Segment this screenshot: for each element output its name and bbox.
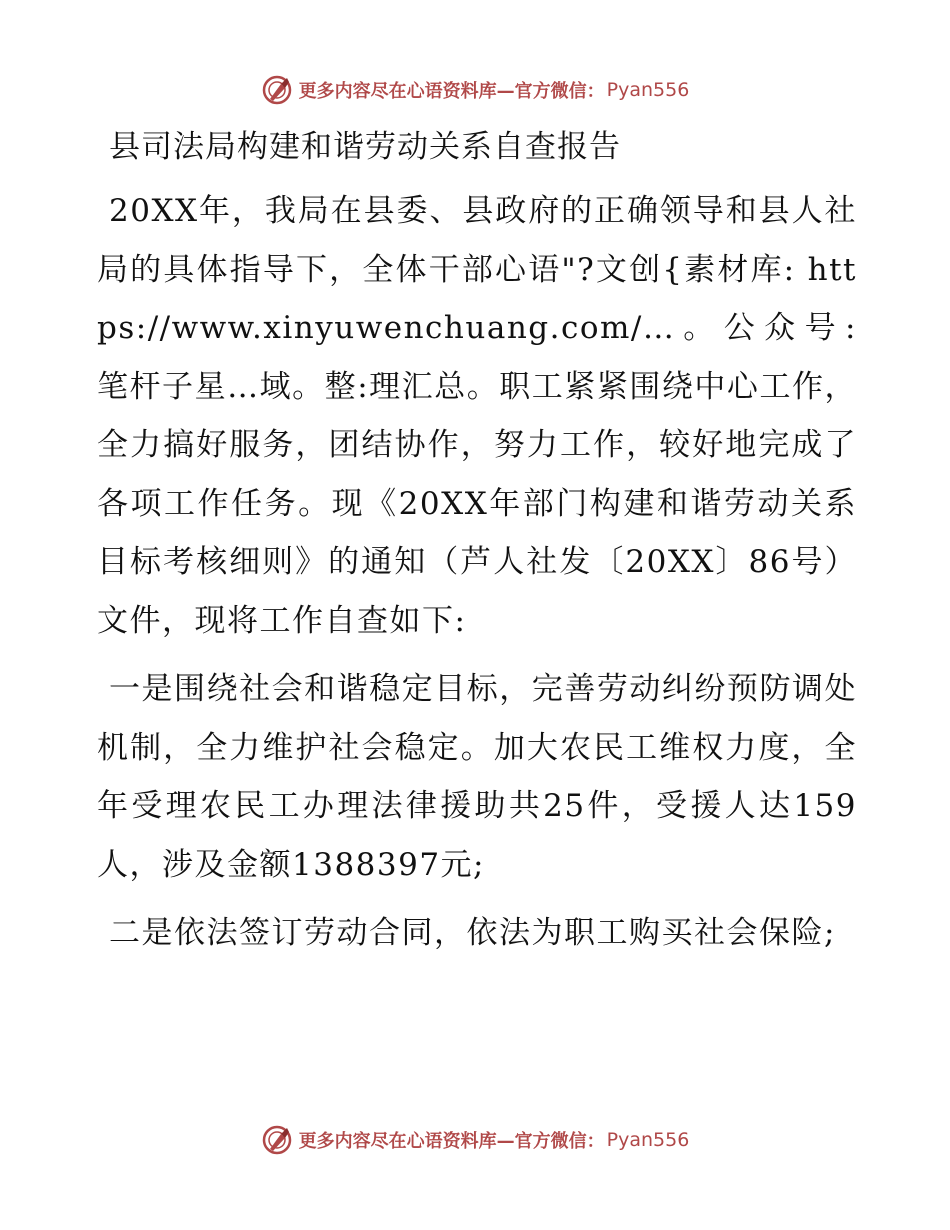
- watermark-handle: Pyan556: [606, 79, 690, 101]
- paragraph-item-one: 一是围绕社会和谐稳定目标，完善劳动纠纷预防调处机制，全力维护社会稳定。加大农民工维权力度，全年受理农民工办理法律援助共25件，受援人达159人，涉及金额1388397元;: [97, 671, 857, 883]
- document-title: 县司法局构建和谐劳动关系自查报告: [109, 129, 621, 165]
- pen-nib-circle-icon: [261, 74, 293, 106]
- watermark-text: 更多内容尽在心语资料库—官方微信：: [298, 81, 605, 102]
- footer-watermark-banner: [0, 1122, 950, 1158]
- paragraph-item-two: 二是依法签订劳动合同，依法为职工购买社会保险;: [109, 915, 836, 951]
- pen-nib-circle-icon: [261, 1124, 293, 1156]
- watermark-handle: Pyan556: [606, 1129, 690, 1151]
- watermark-text: 更多内容尽在心语资料库—官方微信：: [298, 1131, 605, 1152]
- paragraph-intro: 20XX年，我局在县委、县政府的正确领导和县人社局的具体指导下，全体干部心语"?文创{素材库: https://www.xinyuwenchuang.com/…。公众号: 笔杆子星…域。整:理汇总。职工紧紧围绕中心工作，全力搞好服务，团结协作，努力工作，较好地完成了各项工作任务。现《20XX年部门构建和谐劳动关系目标考核细则》的通知（芦人社发〔20XX〕86号）文件，现将工作自查如下:: [97, 193, 857, 639]
- header-watermark-banner: [0, 72, 950, 108]
- document-body: [97, 124, 857, 973]
